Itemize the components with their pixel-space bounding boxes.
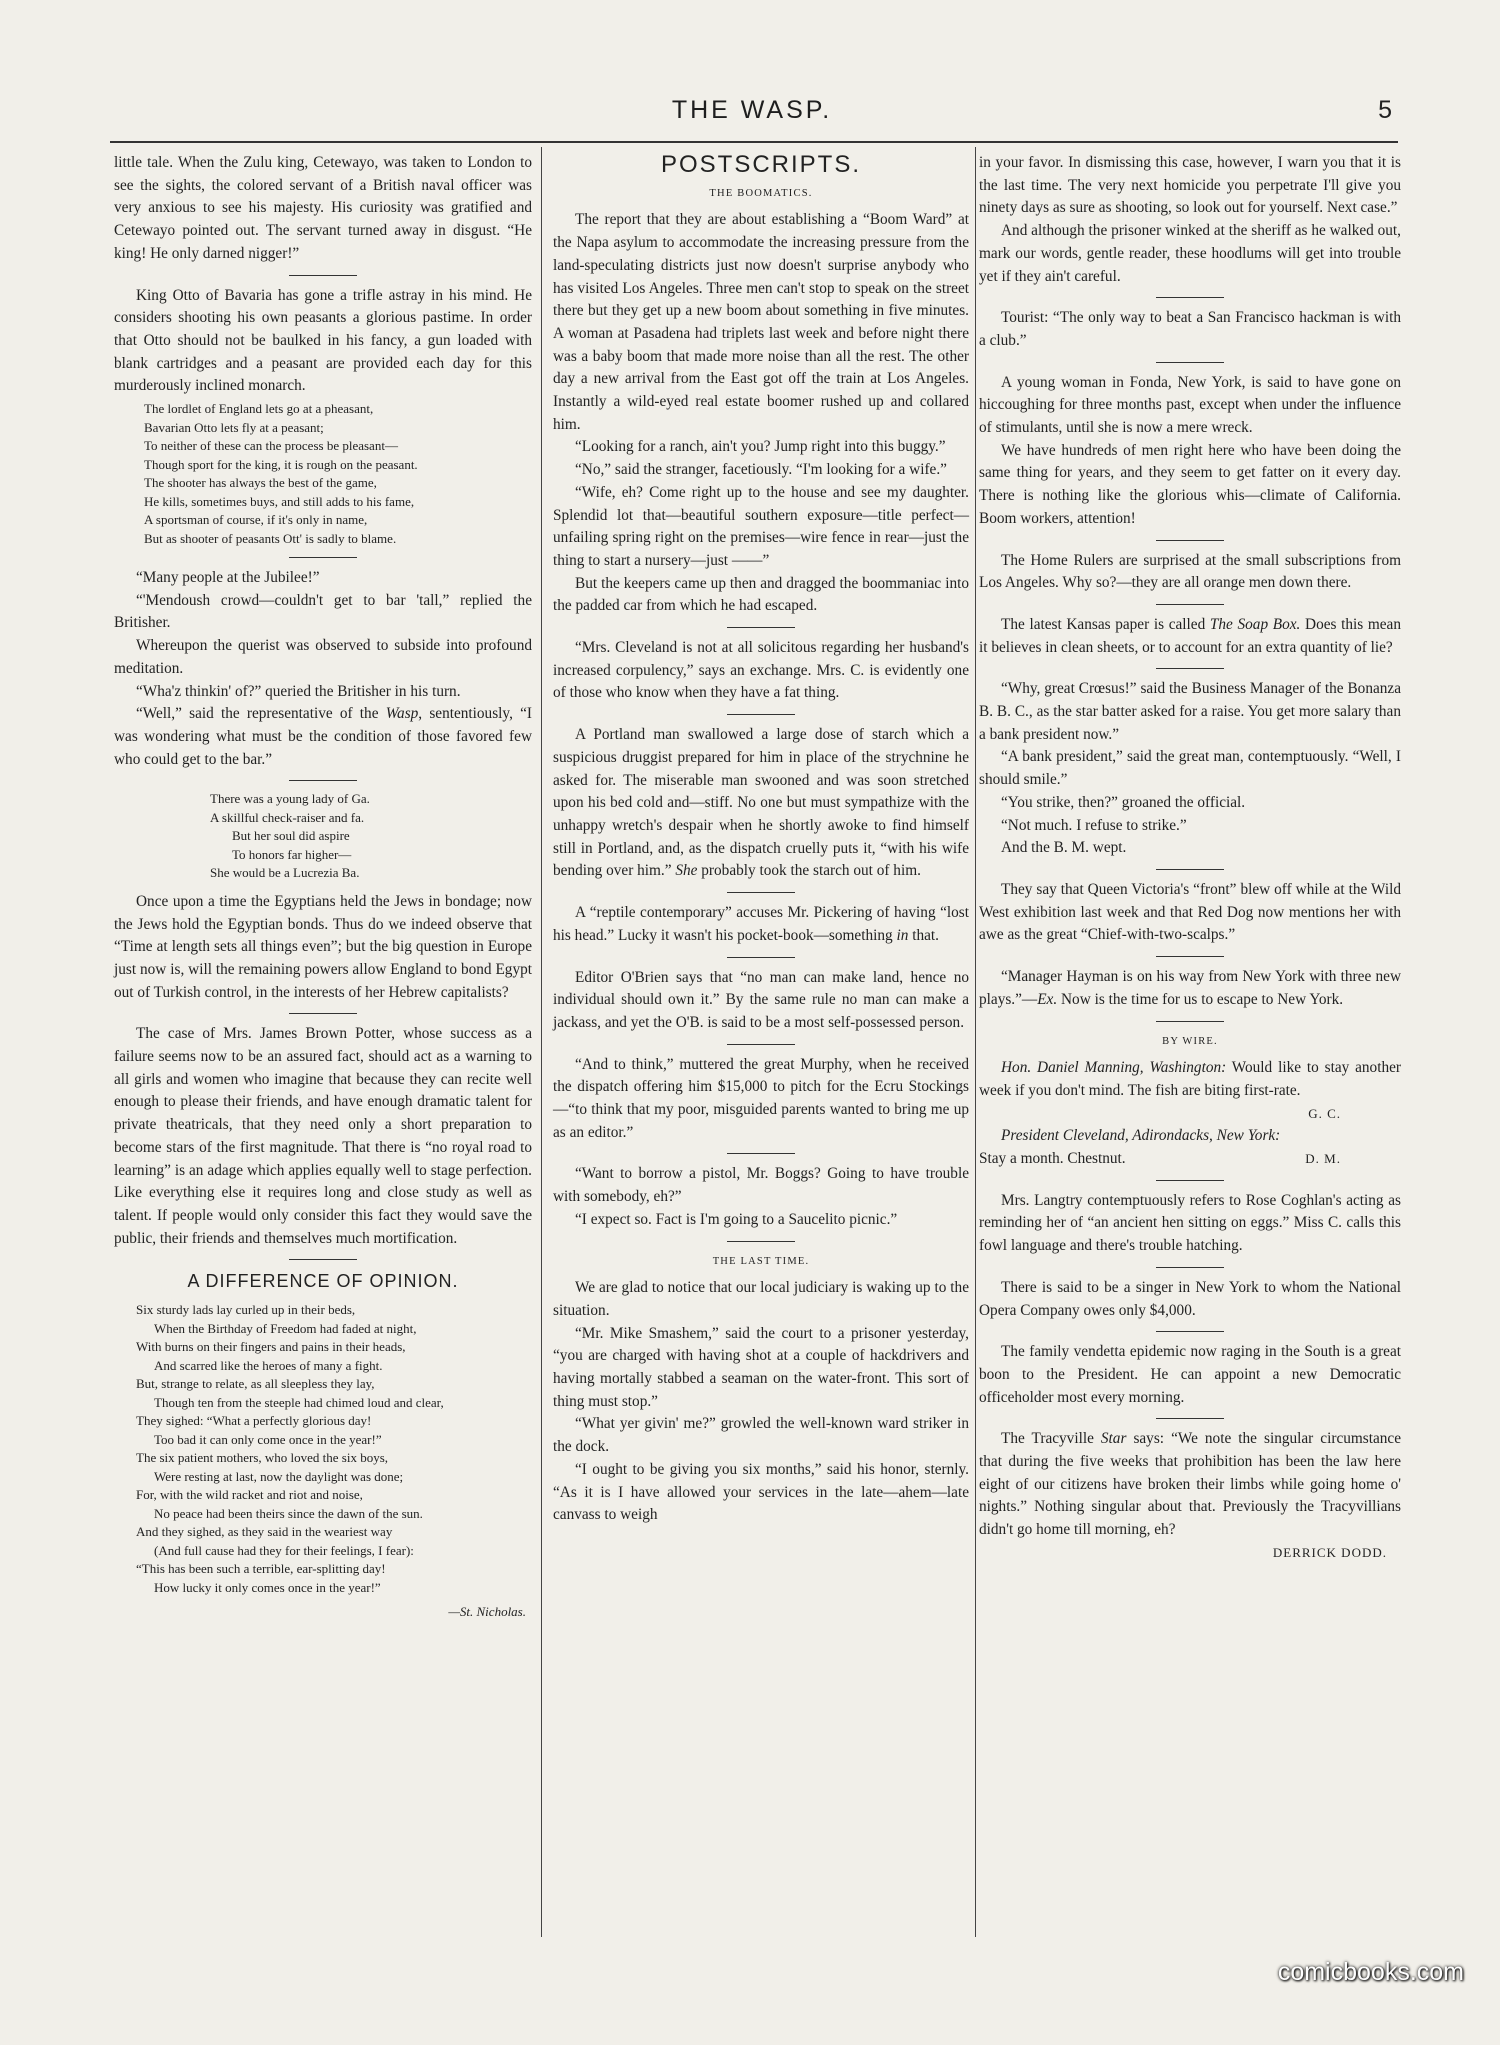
verse: [144, 400, 532, 548]
verse-line: No peace had been theirs since the dawn of the sun.: [154, 1505, 423, 1521]
verse-line: A skillful check-raiser and fa.: [210, 809, 365, 825]
verse-line: Bavarian Otto lets fly at a peasant;: [144, 419, 324, 435]
separator: [289, 1013, 357, 1014]
verse-line: But her soul did aspire: [232, 828, 350, 844]
section-heading: POSTSCRIPTS.: [660, 151, 862, 178]
paragraph: [979, 966, 1401, 1011]
masthead: [112, 96, 1392, 132]
text: Does this mean it believes in clean sheets, or to account for an extra quantity of lie?: [979, 615, 1401, 656]
telegram: [979, 1125, 1401, 1148]
paragraph: The family vendetta epidemic now raging in the South is a great boon to the President. He can appoint a new Democratic officeholder most every morning.: [979, 1343, 1401, 1406]
paragraph: [553, 902, 969, 947]
verse-line: There was a young lady of Ga.: [210, 791, 370, 807]
column-2: [553, 152, 969, 1942]
verse-line: When the Birthday of Freedom had faded at night,: [154, 1320, 417, 1336]
paragraph: [979, 614, 1401, 659]
verse-line: But, strange to relate, as all sleepless they lay,: [136, 1376, 375, 1392]
author-signature: DERRICK DODD.: [1272, 1544, 1387, 1560]
separator: [727, 714, 795, 715]
header-rule: [110, 141, 1398, 143]
telegram-line: [979, 1148, 1401, 1171]
verse-line: To neither of these can the process be pleasant—: [144, 438, 398, 454]
paragraph: We are glad to notice that our local judiciary is waking up to the situation.: [553, 1279, 969, 1319]
verse-line: Too bad it can only come once in the year!”: [154, 1431, 382, 1447]
paragraph: But the keepers came up then and dragged the boommaniac into the padded car from which he had escaped.: [553, 574, 969, 615]
text-italic: Hon. Daniel Manning, Washington:: [1001, 1059, 1227, 1077]
paragraph: “And to think,” muttered the great Murphy, when he received the dispatch offering him $15,000 to pitch for the Ecru Stockings—“to think that my poor, misguided parents wanted to bring me up as an editor.”: [553, 1055, 969, 1141]
text: A Portland man swallowed a large dose of starch which a suspicious druggist prepared for him in place of the strychnine he asked for. The miserable man swooned and was soon stretched upon his bed cold and—stiff. No one but must sympathize with the unhappy wretch's despair when he shortly awoke to find himself still in Portland, and, as the dispatch cruelly puts it, “with his wife bending over him.”: [553, 726, 969, 880]
paragraph: “You strike, then?” groaned the official.: [1001, 793, 1246, 811]
column-divider: [975, 147, 976, 1937]
text-italic: She: [675, 862, 698, 880]
verse-line: He kills, sometimes buys, and still adds to his fame,: [144, 493, 415, 509]
column-divider: [541, 147, 542, 1937]
subheading: THE BOOMATICS.: [709, 187, 813, 199]
verse-line: Though sport for the king, it is rough on the peasant.: [144, 456, 418, 472]
verse-line: How lucky it only comes once in the year!”: [154, 1579, 381, 1595]
separator: [289, 275, 357, 276]
verse-line: Six sturdy lads lay curled up in their beds,: [136, 1302, 356, 1318]
verse-line: The six patient mothers, who loved the six boys,: [136, 1450, 389, 1466]
verse-line: She would be a Lucrezia Ba.: [210, 865, 360, 881]
paragraph: Whereupon the querist was observed to subside into profound meditation.: [114, 637, 532, 677]
separator: [727, 1241, 795, 1242]
separator: [727, 627, 795, 628]
paragraph: in your favor. In dismissing this case, however, I warn you that it is the last time. The very next homicide you perpetrate I'll give you ninety days as sure as shooting, so look out for yourself. Next case.”: [979, 154, 1401, 217]
paragraph: “I ought to be giving you six months,” said his honor, sternly. “As it is I have allowed your services in the late—ahem—late canvass to weigh: [553, 1460, 969, 1524]
separator: [1156, 1021, 1224, 1022]
paragraph: “Wife, eh? Come right up to the house and see my daughter. Splendid lot that—beautiful southern exposure—title perfect—unfailing spring right on the premises—wire fence in rear—just the thing to start a nursery—just ——”: [553, 483, 969, 569]
paragraph: [979, 1428, 1401, 1542]
text: Now is the time for us to escape to New York.: [1057, 990, 1344, 1008]
verse-line: But as shooter of peasants Ott' is sadly to blame.: [144, 530, 397, 546]
separator: [1156, 1331, 1224, 1332]
separator: [1156, 604, 1224, 605]
text-italic: Ex.: [1037, 990, 1058, 1008]
paragraph: “Many people at the Jubilee!”: [136, 569, 320, 587]
separator: [727, 892, 795, 893]
poem: [136, 1301, 532, 1597]
verse-line: A sportsman of course, if it's only in name,: [144, 512, 368, 528]
paragraph: A young woman in Fonda, New York, is said to have gone on hiccoughing for three months past, except when under the influence of stimulants, until she is now a mere wreck.: [979, 373, 1401, 437]
paragraph: The case of Mrs. James Brown Potter, whose success as a failure seems now to be an assured fact, should act as a warning to all girls and women who imagine that because they can recite well enough to please their friends, and have enough dramatic talent for private theatricals, that they need only a short preparation to become stars of the first magnitude. That there is “no royal road to learning” is an adage which applies equally well to stage perfection. Like everything else it requires long and close study as well as talent. If people would only consider this fact they would save the public, their friends and themselves much mortification.: [114, 1025, 532, 1247]
limerick: [210, 790, 532, 883]
verse-line: And scarred like the heroes of many a fight.: [154, 1357, 383, 1373]
paragraph: Mrs. Langtry contemptuously refers to Rose Coghlan's acting as reminding her of “an ancient hen sitting on eggs.” Miss C. calls this fowl language and there's trouble hatching.: [979, 1191, 1401, 1255]
paragraph: Once upon a time the Egyptians held the Jews in bondage; now the Jews hold the Egyptian bonds. Thus do we indeed observe that “Time at length sets all things even”; but the big question in Europe just now is, will the remaining powers allow England to bond Egypt out of Turkish control, in the interests of her Hebrew capitalists?: [114, 892, 532, 1001]
verse-line: (And full cause had they for their feelings, I fear):: [154, 1542, 414, 1558]
separator: [1156, 540, 1224, 541]
paragraph: The Home Rulers are surprised at the small subscriptions from Los Angeles. Why so?—they are all orange men down there.: [979, 551, 1401, 592]
paragraph: “Not much. I refuse to strike.”: [1001, 816, 1187, 834]
watermark: comicbooks.com: [1277, 1958, 1464, 1986]
separator: [1156, 297, 1224, 298]
verse-line: To honors far higher—: [232, 846, 352, 862]
paragraph: Tourist: “The only way to beat a San Francisco hackman is with a club.”: [979, 309, 1401, 349]
text-italic: Star: [1100, 1430, 1127, 1448]
publication-title: THE WASP.: [671, 96, 833, 124]
separator: [289, 780, 357, 781]
paragraph: There is said to be a singer in New York to whom the National Opera Company owes only $4,000.: [979, 1278, 1401, 1319]
separator: [727, 1044, 795, 1045]
page-number: 5: [1378, 96, 1392, 124]
verse-line: The shooter has always the best of the game,: [144, 475, 377, 491]
paragraph: And although the prisoner winked at the sheriff as he walked out, mark our words, gentle reader, these hoodlums will get into trouble yet if they ain't careful.: [979, 222, 1401, 285]
verse-line: They sighed: “What a perfectly glorious day!: [136, 1413, 372, 1429]
verse-line: For, with the wild racket and riot and noise,: [136, 1487, 363, 1503]
text: The Tracyville: [1001, 1430, 1101, 1448]
paragraph: “'Mendoush crowd—couldn't get to bar 'tall,” replied the Britisher.: [114, 591, 532, 632]
signature: D. M.: [1305, 1151, 1341, 1167]
text-italic: in: [896, 926, 909, 944]
paragraph: “I expect so. Fact is I'm going to a Saucelito picnic.”: [575, 1210, 898, 1228]
paragraph: “Why, great Crœsus!” said the Business Manager of the Bonanza B. B. C., as the star batter asked for a raise. You get more salary than a bank president now.”: [979, 680, 1401, 743]
signature: G. C.: [1308, 1105, 1341, 1121]
separator: [1156, 956, 1224, 957]
paragraph: “Mr. Mike Smashem,” said the court to a prisoner yesterday, “you are charged with having shot at a couple of hackdrivers and having mortally stabbed a seaman on the water-front. This sort of thing must stop.”: [553, 1324, 969, 1410]
text: A “reptile contemporary” accuses Mr. Pickering of having “lost his head.” Lucky it wasn't his pocket-book—something: [553, 904, 969, 944]
separator: [1156, 1180, 1224, 1181]
subheading: BY WIRE.: [1162, 1035, 1218, 1047]
paragraph: “What yer givin' me?” growled the well-known ward striker in the dock.: [553, 1415, 969, 1456]
text: probably took the starch out of him.: [697, 862, 921, 880]
verse-line: And they sighed, as they said in the weariest way: [136, 1524, 393, 1540]
paragraph: “Mrs. Cleveland is not at all solicitous regarding her husband's increased corpulency,” says an exchange. Mrs. C. is evidently one of those who know when they have a fat thing.: [553, 639, 969, 702]
separator: [1156, 362, 1224, 363]
paragraph: [553, 724, 969, 883]
separator: [1156, 668, 1224, 669]
verse-line: The lordlet of England lets go at a pheasant,: [144, 401, 374, 417]
text-italic: President Cleveland, Adirondacks, New York:: [1001, 1127, 1281, 1145]
poem-heading: A DIFFERENCE OF OPINION.: [187, 1271, 459, 1292]
paragraph: [114, 703, 532, 771]
text: Would like to stay another week if you don't mind. The fish are biting first-rate.: [979, 1059, 1401, 1099]
paragraph: “Looking for a ranch, ain't you? Jump right into this buggy.”: [575, 438, 946, 456]
text: The latest Kansas paper is called: [1001, 615, 1210, 633]
separator: [1156, 869, 1224, 870]
verse-line: “This has been such a terrible, ear-splitting day!: [136, 1561, 386, 1577]
subheading: THE LAST TIME.: [712, 1255, 810, 1267]
paragraph: “Wha'z thinkin' of?” queried the Britisher in his turn.: [136, 682, 461, 700]
paragraph: “Want to borrow a pistol, Mr. Boggs? Going to have trouble with somebody, eh?”: [553, 1165, 969, 1206]
attribution: —St. Nicholas.: [448, 1604, 526, 1620]
text: “Manager Hayman is on his way from New York with three new plays.”—: [979, 968, 1401, 1008]
paragraph: Editor O'Brien says that “no man can make land, hence no individual should own it.” By the same rule no man can make a jackass, and yet the O'B. is said to be a most self-possessed person.: [553, 968, 969, 1031]
paragraph: The report that they are about establishing a “Boom Ward” at the Napa asylum to accommodate the increasing pressure from the land-speculating districts just now doesn't surprise anybody who has visited Los Angeles. Three men can't stop to speak on the street there but they get up a new boom about something in five minutes. A woman at Pasadena had triplets last week and before night there was a baby boom that made more noise than all the rest. The other day a new arrival from the East got off the train at Los Angeles. Instantly a wild-eyed real estate boomer rushed up and collared him.: [553, 211, 969, 433]
paragraph: “No,” said the stranger, facetiously. “I'm looking for a wife.”: [575, 461, 947, 479]
separator: [727, 1153, 795, 1154]
separator: [289, 1259, 357, 1260]
text: Stay a month. Chestnut.: [979, 1150, 1126, 1168]
separator: [1156, 1418, 1224, 1419]
column-3: [979, 152, 1401, 1942]
telegram: [979, 1057, 1401, 1102]
text: , sententiously, “I was wondering what must be the condition of those favored few who could get to the bar.”: [114, 705, 532, 768]
paragraph: little tale. When the Zulu king, Cetewayo, was taken to London to see the sights, the colored servant of a British naval officer was very anxious to see his majesty. His curiosity was gratified and Cetewayo pointed out. The servant turned away in disgust. “He king! He only darned nigger!”: [114, 154, 532, 262]
separator: [727, 957, 795, 958]
separator: [289, 557, 357, 558]
paragraph: King Otto of Bavaria has gone a trifle astray in his mind. He considers shooting his own peasants a glorious pastime. In order that Otto should not be baulked in his fancy, a gun loaded with blank cartridges and a peasant are provided each day for this murderously inclined monarch.: [114, 286, 532, 395]
column-1: [114, 152, 532, 1942]
text-italic: Wasp: [385, 705, 419, 723]
text: that.: [908, 926, 939, 944]
verse-line: With burns on their fingers and pains in their heads,: [136, 1339, 406, 1355]
paragraph: We have hundreds of men right here who have been doing the same thing for years, and they seem to get fatter on it every day. There is nothing like the glorious whis—climate of California. Boom workers, attention!: [979, 441, 1401, 527]
text: “Well,” said the representative of the: [136, 705, 386, 723]
verse-line: Were resting at last, now the daylight was done;: [154, 1468, 404, 1484]
paragraph: They say that Queen Victoria's “front” blew off while at the Wild West exhibition last week and that Red Dog now mentions her with awe as the great “Chief-with-two-scalps.”: [979, 880, 1401, 944]
paragraph: “A bank president,” said the great man, contemptuously. “Well, I should smile.”: [979, 748, 1401, 789]
text: says: “We note the singular circumstance that during the five weeks that prohibition has been the law here eight of our citizens have broken their limbs while going home o' nights.” Nothing singular about that. Previously the Tracyvillians didn't go home till morning, eh?: [979, 1430, 1401, 1539]
separator: [1156, 1267, 1224, 1268]
text-italic: The Soap Box.: [1209, 615, 1301, 633]
verse-line: Though ten from the steeple had chimed loud and clear,: [154, 1394, 444, 1410]
paragraph: And the B. M. wept.: [1001, 839, 1127, 857]
